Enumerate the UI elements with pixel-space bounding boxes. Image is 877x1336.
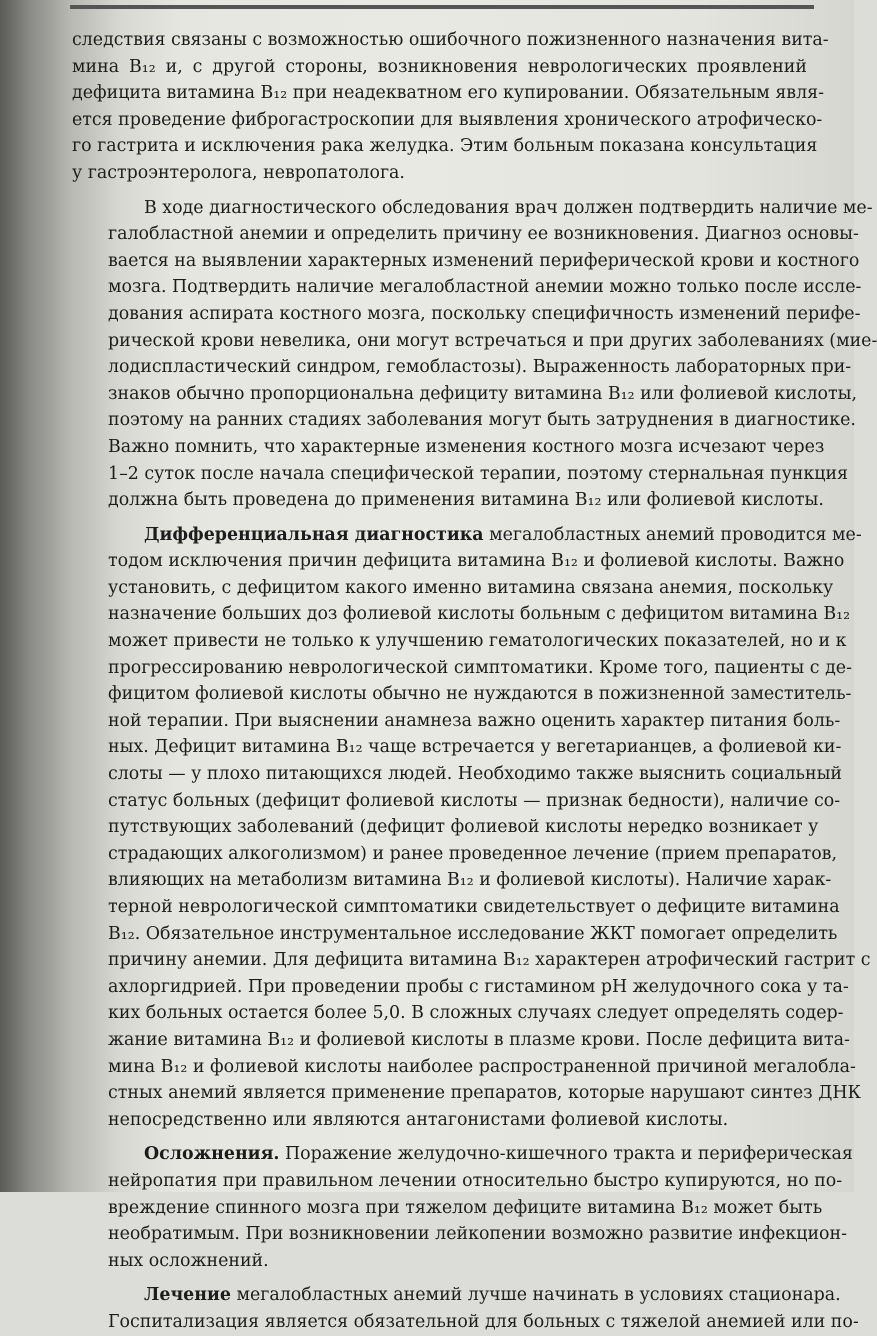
text-line <box>72 1080 861 1107</box>
bold-lead-p4: Осложнения. <box>144 1144 280 1165</box>
text-line <box>72 107 823 134</box>
line-text: непосредственно или являются антагонистами фолиевой кислоты. <box>108 1109 729 1130</box>
line-text: ких больных остается более 5,0. В сложных случаях следует определять содер- <box>108 1003 844 1024</box>
text-line <box>72 867 832 894</box>
line-text: мина B₁₂ и фолиевой кислоты наиболее распространенной причиной мегалобла- <box>108 1056 856 1077</box>
text-line <box>72 1195 823 1222</box>
text-line <box>72 328 877 355</box>
line-text: ных осложнений. <box>108 1250 269 1271</box>
text-line <box>72 814 819 841</box>
paragraph-p5 <box>72 1282 859 1335</box>
line-text: слоты — у плохо питающихся людей. Необходимо также выяснить социальный <box>108 764 842 785</box>
line-text: путствующих заболеваний (дефицит фолиевой кислоты нередко возникает у <box>108 817 819 838</box>
line-text: Госпитализация является обязательной для больных с тяжелой анемией или по- <box>108 1311 859 1332</box>
line-text: фицитом фолиевой кислоты обычно не нуждаются в пожизненной заместитель- <box>108 684 852 705</box>
header-rule <box>70 5 814 9</box>
text-line <box>72 575 834 602</box>
text-line <box>72 681 852 708</box>
text-line <box>72 1168 843 1195</box>
text-line <box>72 80 824 107</box>
line-text: может привести не только к улучшению гематологических показателей, но и к <box>108 631 847 652</box>
line-text: знаков обычно пропорциональна дефициту витамина B₁₂ или фолиевой кислоты, <box>108 383 858 404</box>
text-line <box>72 788 841 815</box>
line-text: мегалобластных анемий лучше начинать в условиях стационара. <box>230 1285 841 1306</box>
text-line <box>72 921 838 948</box>
line-text: должна быть проведена до применения витамина B₁₂ или фолиевой кислоты. <box>108 490 824 511</box>
text-line <box>72 1107 807 1134</box>
line-text: лодиспластический синдром, гемобластозы). Выраженность лабораторных при- <box>108 357 852 378</box>
line-text: установить, с дефицитом какого именно витамина связана анемия, поскольку <box>108 577 834 598</box>
line-text: стных анемий является применение препаратов, которые нарушают синтез ДНК <box>108 1083 861 1104</box>
text-line <box>72 248 860 275</box>
bold-lead-p3: Дифференциальная диагностика <box>144 524 484 545</box>
text-line <box>72 894 840 921</box>
line-text: мина B₁₂ и, с другой стороны, возникновения неврологических проявлений <box>72 56 807 77</box>
line-text: у гастроэнтеролога, невропатолога. <box>72 162 405 183</box>
text-line <box>72 195 873 222</box>
line-text: страдающих алкоголизмом) и ранее проведенное лечение (прием препаратов, <box>108 843 837 864</box>
line-text: следствия связаны с возможностью ошибочного пожизненного назначения вита- <box>72 30 829 50</box>
line-text: мегалобластных анемий проводится ме- <box>483 524 862 545</box>
line-text: ется проведение фиброгастроскопии для выявления хронического атрофическо- <box>72 109 823 130</box>
line-text: прогрессированию неврологической симптоматики. Кроме того, пациенты с де- <box>108 657 852 678</box>
text-line <box>72 1282 841 1309</box>
line-text: вается на выявлении характерных изменений периферической крови и костного <box>108 250 860 271</box>
line-text: необратимым. При возникновении лейкопении возможно развитие инфекцион- <box>108 1224 847 1245</box>
text-line <box>72 133 818 160</box>
line-text: галобластной анемии и определить причину ее возникновения. Диагноз основы- <box>108 224 859 245</box>
text-line <box>72 381 858 408</box>
text-line <box>72 1248 807 1275</box>
text-line <box>72 274 862 301</box>
line-text: статус больных (дефицит фолиевой кислоты — признак бедности), наличие со- <box>108 790 841 811</box>
text-line <box>72 434 825 461</box>
text-line <box>72 54 807 81</box>
line-text: вреждение спинного мозга при тяжелом дефиците витамина B₁₂ может быть <box>108 1197 823 1218</box>
text-line <box>72 974 849 1001</box>
text-line <box>72 1000 844 1027</box>
line-text: нейропатия при правильном лечении относительно быстро купируются, но по- <box>108 1170 843 1191</box>
line-text: ахлоргидрией. При проведении пробы с гистамином pH желудочного сока у та- <box>108 976 849 997</box>
text-line <box>72 601 851 628</box>
paragraph-p1 <box>72 27 829 187</box>
paragraph-p2 <box>72 195 877 514</box>
text-line <box>72 461 849 488</box>
text-line <box>72 407 856 434</box>
text-line <box>72 160 807 187</box>
text-line <box>72 522 862 549</box>
line-text: B₁₂. Обязательное инструментальное исследование ЖКТ помогает определить <box>108 923 838 944</box>
text-line <box>72 354 852 381</box>
line-text: влияющих на метаболизм витамина B₁₂ и фолиевой кислоты). Наличие харак- <box>108 870 832 891</box>
paragraph-p3 <box>72 522 871 1134</box>
text-line <box>72 761 842 788</box>
line-text: ных. Дефицит витамина B₁₂ чаще встречается у вегетарианцев, а фолиевой ки- <box>108 737 842 758</box>
text-line <box>72 27 829 54</box>
text-line <box>72 487 824 514</box>
body-text <box>72 27 877 1336</box>
text-line <box>72 548 845 575</box>
line-text: рической крови невелика, они могут встречаться и при других заболеваниях (мие- <box>108 330 877 351</box>
text-line <box>72 655 852 682</box>
line-text: дования аспирата костного мозга, поскольку специфичность изменений перифе- <box>108 303 861 324</box>
text-line <box>72 221 859 248</box>
line-text: причину анемии. Для дефицита витамина B₁₂ характерен атрофический гастрит с <box>108 950 871 971</box>
text-line <box>72 708 841 735</box>
bold-lead-p5: Лечение <box>144 1285 231 1306</box>
line-text: 1–2 суток после начала специфической терапии, поэтому стернальная пункция <box>108 463 849 484</box>
line-text: поэтому на ранних стадиях заболевания могут быть затруднения в диагностике. <box>108 410 856 431</box>
line-text: В ходе диагностического обследования врач должен подтвердить наличие ме- <box>144 197 873 218</box>
text-line <box>72 734 842 761</box>
text-line <box>72 1221 847 1248</box>
text-line <box>72 947 871 974</box>
line-text: терной неврологической симптоматики свидетельствует о дефиците витамина <box>108 897 840 917</box>
line-text: Поражение желудочно-кишечного тракта и периферическая <box>279 1144 853 1165</box>
text-line <box>72 1141 853 1168</box>
line-text: Важно помнить, что характерные изменения костного мозга исчезают через <box>108 436 825 457</box>
line-text: мозга. Подтвердить наличие мегалобластной анемии можно только после иссле- <box>108 277 862 298</box>
text-line <box>72 1027 850 1054</box>
text-line <box>72 628 847 655</box>
paragraph-p4 <box>72 1141 853 1274</box>
line-text: го гастрита и исключения рака желудка. Этим больным показана консультация <box>72 136 818 157</box>
line-text: дефицита витамина B₁₂ при неадекватном его купировании. Обязательным явля- <box>72 83 824 104</box>
text-line <box>72 1309 859 1336</box>
text-line <box>72 1054 856 1081</box>
text-line <box>72 301 861 328</box>
line-text: тодом исключения причин дефицита витамина B₁₂ и фолиевой кислоты. Важно <box>108 551 845 572</box>
text-line <box>72 841 837 868</box>
line-text: жание витамина B₁₂ и фолиевой кислоты в плазме крови. После дефицита вита- <box>108 1029 850 1050</box>
line-text: назначение больших доз фолиевой кислоты больным с дефицитом витамина B₁₂ <box>108 604 851 625</box>
line-text: ной терапии. При выяснении анамнеза важно оценить характер питания боль- <box>108 710 841 731</box>
